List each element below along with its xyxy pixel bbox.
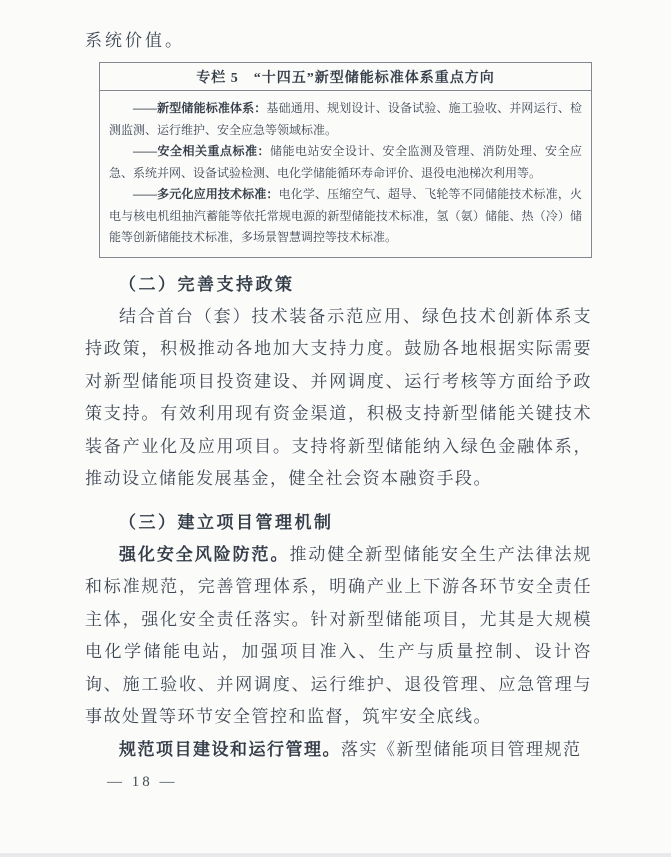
box-item-text: 储能电站安全设计、安全监测及管理、消防处理、安全应急、系统并网、设备试验检测、电化学储能循环寿命评价、退役电池梯次利用等。: [109, 144, 582, 180]
box-item-label: ——安全相关重点标准：: [133, 144, 270, 158]
section-heading-3: （三）建立项目管理机制: [119, 512, 334, 532]
box-item-text: 基础通用、规划设计、设备试验、施工验收、并网运行、检测监测、运行维护、安全应急等领域标准。: [109, 101, 582, 137]
section-heading-2: （二）完善支持政策: [119, 274, 295, 294]
paragraph-safety-risk: [85, 539, 592, 734]
box-item-label: ——新型储能标准体系：: [133, 101, 267, 115]
paragraph-text: 推动健全新型储能安全生产法律法规和标准规范，完善管理体系，明确产业上下游各环节安全责任主体，强化安全责任落实。针对新型储能项目，尤其是大规模电化学储能电站，加强项目准入、生产与质量控制、设计咨询、施工验收、并网调度、运行维护、退役管理、应急管理与事故处置等环节安全管控和监督，筑牢安全底线。: [85, 544, 592, 726]
intro-text: 系统价值。: [85, 31, 185, 50]
box-item-label: ——多元化应用技术标准：: [133, 187, 279, 201]
box-item-standard-system: [109, 98, 582, 141]
paragraph-text: 落实《新型储能项目管理规范: [341, 739, 582, 759]
page-number: — 18 —: [107, 774, 178, 790]
paragraph-lead: 强化安全风险防范。: [119, 544, 290, 564]
paragraph-text: 结合首台（套）技术装备示范应用、绿色技术创新体系支持政策，积极推动各地加大支持力度。鼓励各地根据实际需要对新型储能项目投资建设、并网调度、运行考核等方面给予政策支持。有效利用现有资金渠道，积极支持新型储能关键技术装备产业化及应用项目。支持将新型储能纳入绿色金融体系，推动设立储能发展基金，健全社会资本融资手段。: [85, 306, 592, 488]
paragraph-project-management: [85, 734, 592, 767]
box-item-text: 电化学、压缩空气、超导、飞轮等不同储能技术标准，火电与核电机组抽汽蓄能等依托常规电源的新型储能技术标准，氢（氨）储能、热（冷）储能等创新储能技术标准，多场景智慧调控等技术标准。: [109, 187, 582, 244]
highlight-box: [99, 62, 592, 258]
box-item-safety-standards: [109, 141, 582, 184]
highlight-box-body: [100, 91, 591, 257]
highlight-box-title: 专栏 5 “十四五”新型储能标准体系重点方向: [100, 63, 591, 91]
paragraph-support-policy: [85, 301, 592, 496]
box-item-diversified-standards: [109, 184, 582, 249]
paragraph-lead: 规范项目建设和运行管理。: [119, 739, 341, 759]
